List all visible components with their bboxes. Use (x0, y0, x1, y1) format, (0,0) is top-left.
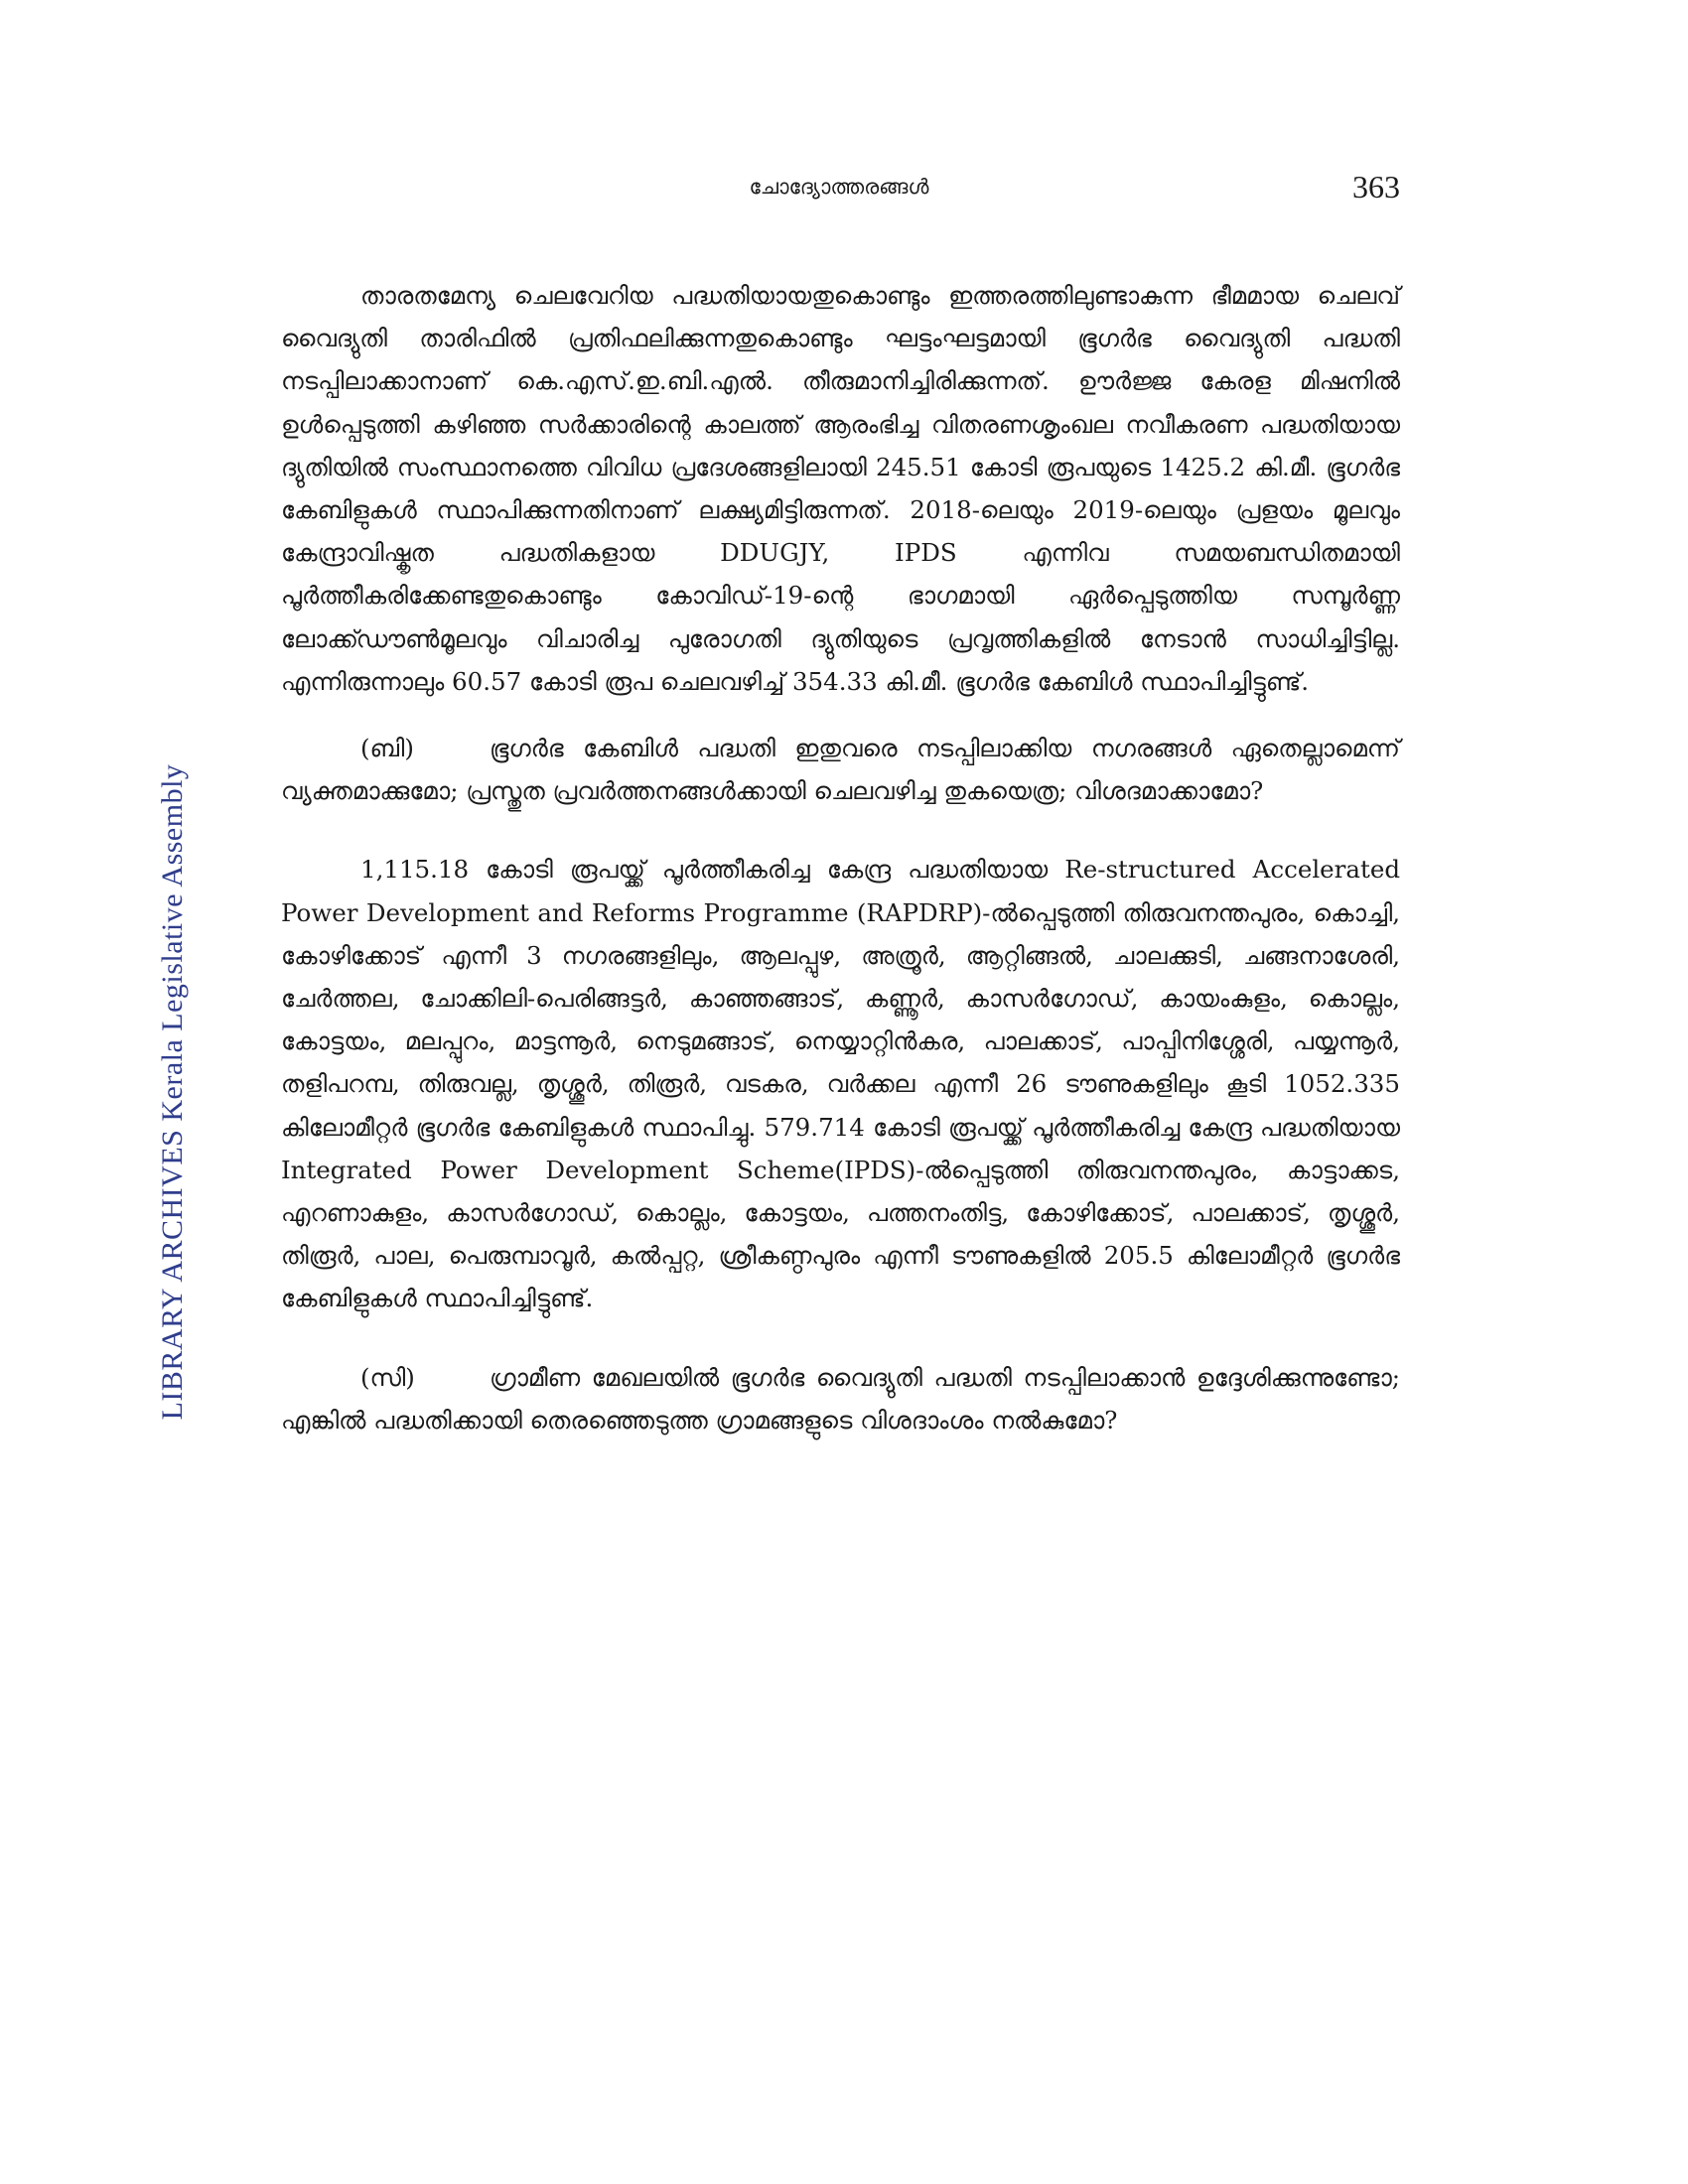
question-b-text: ഭൂഗർഭ കേബിൾ പദ്ധതി ഇതുവരെ നടപ്പിലാക്കിയ നഗരങ്ങൾ ഏതെല്ലാമെന്ന് വ്യക്തമാക്കുമോ; പ്രസ്തുത പ്രവർത്തനങ്ങൾക്കായി ചെലവഴിച്ച തുകയെത്ര; വിശദമാക്കാമോ? (281, 734, 1400, 806)
running-title: ചോദ്യോത്തരങ്ങൾ (749, 175, 929, 199)
question-c-label: (സി) (360, 1362, 415, 1392)
page-body (281, 274, 1400, 1441)
archive-stamp-text: LIBRARY ARCHIVES Kerala Legislative Assembly (156, 763, 189, 1421)
running-header (278, 169, 1400, 208)
question-c (281, 1356, 1400, 1441)
question-b (281, 727, 1400, 812)
question-b-label: (ബി) (360, 734, 414, 763)
answer-a-paragraph: താരതമേന്യ ചെലവേറിയ പദ്ധതിയായതുകൊണ്ടും ഇത്തരത്തിലുണ്ടാകുന്ന ഭീമമായ ചെലവ് വൈദ്യുതി താരിഫിൽ പ്രതിഫലിക്കുന്നതുകൊണ്ടും ഘട്ടംഘട്ടമായി ഭൂഗർഭ വൈദ്യുതി പദ്ധതി നടപ്പിലാക്കാനാണ് കെ.എസ്.ഇ.ബി.എൽ. തീരുമാനിച്ചിരിക്കുന്നത്. ഊർജ്ജ കേരള മിഷനിൽ ഉൾപ്പെടുത്തി കഴിഞ്ഞ സർക്കാരിന്റെ കാലത്ത് ആരംഭിച്ച വിതരണശൃംഖല നവീകരണ പദ്ധതിയായ ദ്യുതിയിൽ സംസ്ഥാനത്തെ വിവിധ പ്രദേശങ്ങളിലായി 245.51 കോടി രൂപയുടെ 1425.2 കി.മീ. ഭൂഗർഭ കേബിളുകൾ സ്ഥാപിക്കുന്നതിനാണ് ലക്ഷ്യമിട്ടിരുന്നത്. 2018-ലെയും 2019-ലെയും പ്രളയം മൂലവും കേന്ദ്രാവിഷ്കൃത പദ്ധതികളായ DDUGJY, IPDS എന്നിവ സമയബന്ധിതമായി പൂർത്തീകരിക്കേണ്ടതുകൊണ്ടും കോവിഡ്-19-ന്റെ ഭാഗമായി ഏർപ്പെടുത്തിയ സമ്പൂർണ്ണ ലോക്ക്ഡൗൺമൂലവും വിചാരിച്ച പുരോഗതി ദ്യുതിയുടെ പ്രവൃത്തികളിൽ നേടാൻ സാധിച്ചിട്ടില്ല. എന്നിരുന്നാലും 60.57 കോടി രൂപ ചെലവഴിച്ച് 354.33 കി.മീ. ഭൂഗർഭ കേബിൾ സ്ഥാപിച്ചിട്ടുണ്ട്. (281, 281, 1400, 696)
question-c-text: ഗ്രാമീണ മേഖലയിൽ ഭൂഗർഭ വൈദ്യുതി പദ്ധതി നടപ്പിലാക്കാൻ ഉദ്ദേശിക്കുന്നുണ്ടോ; എങ്കിൽ പദ്ധതിക്കായി തെരഞ്ഞെടുത്ത ഗ്രാമങ്ങളുടെ വിശദാംശം നൽകുമോ? (281, 1362, 1400, 1434)
answer-b-paragraph: 1,115.18 കോടി രൂപയ്ക്ക് പൂർത്തീകരിച്ച കേന്ദ്ര പദ്ധതിയായ Re-structured Accelerated Power Development and Reforms Programme (RAPDRP)-ൽപ്പെടുത്തി തിരുവനന്തപുരം, കൊച്ചി, കോഴിക്കോട് എന്നീ 3 നഗരങ്ങളിലും, ആലപ്പുഴ, അത്രൂർ, ആറ്റിങ്ങൽ, ചാലക്കുടി, ചങ്ങനാശേരി, ചേർത്തല, ചോക്കിലി-പെരിങ്ങട്ടർ, കാഞ്ഞങ്ങാട്, കണ്ണൂർ, കാസർഗോഡ്, കായംകുളം, കൊല്ലം, കോട്ടയം, മലപ്പുറം, മാട്ടന്നൂർ, നെടുമങ്ങാട്, നെയ്യാറ്റിൻകര, പാലക്കാട്, പാപ്പിനിശ്ശേരി, പയ്യന്നൂർ, തളിപറമ്പ, തിരുവല്ല, തൃശ്ശൂർ, തിരൂർ, വടകര, വർക്കല എന്നീ 26 ടൗണുകളിലും കൂടി 1052.335 കിലോമീറ്റർ ഭൂഗർഭ കേബിളുകൾ സ്ഥാപിച്ചു. 579.714 കോടി രൂപയ്ക്ക് പൂർത്തീകരിച്ച കേന്ദ്ര പദ്ധതിയായ Integrated Power Development Scheme(IPDS)-ൽപ്പെടുത്തി തിരുവനന്തപുരം, കാട്ടാക്കട, എറണാകുളം, കാസർഗോഡ്, കൊല്ലം, കോട്ടയം, പത്തനംതിട്ട, കോഴിക്കോട്, പാലക്കാട്, തൃശ്ശൂർ, തിരൂർ, പാല, പെരുമ്പാവൂർ, കൽപ്പറ്റ, ശ്രീകണ്ഠപുരം എന്നീ ടൗണുകളിൽ 205.5 കിലോമീറ്റർ ഭൂഗർഭ കേബിളുകൾ സ്ഥാപിച്ചിട്ടുണ്ട്. (281, 855, 1400, 1313)
page-number: 363 (1352, 169, 1400, 205)
